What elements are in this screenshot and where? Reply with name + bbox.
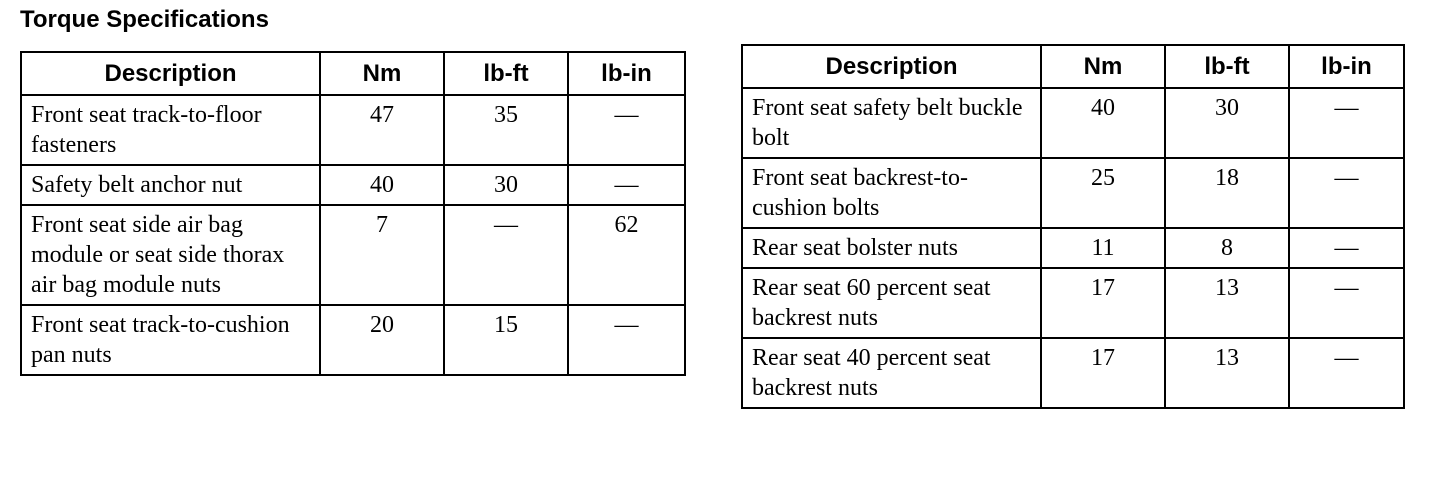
- row-lbft: 15: [444, 305, 568, 375]
- row-lbin: —: [1289, 158, 1404, 228]
- table-row: [21, 305, 685, 375]
- row-lbft: 13: [1165, 268, 1289, 338]
- column-header-lbft: lb-ft: [444, 52, 568, 95]
- table-row: [21, 95, 685, 165]
- row-nm: 47: [320, 95, 444, 165]
- row-lbft: 18: [1165, 158, 1289, 228]
- row-lbft: 30: [1165, 88, 1289, 158]
- row-description: Safety belt anchor nut: [21, 165, 320, 205]
- row-nm: 17: [1041, 268, 1165, 338]
- row-nm: 40: [1041, 88, 1165, 158]
- row-nm: 11: [1041, 228, 1165, 268]
- row-lbin: —: [568, 305, 685, 375]
- row-description: Front seat track-to-cushion pan nuts: [21, 305, 320, 375]
- row-lbft: 13: [1165, 338, 1289, 408]
- row-lbin: —: [1289, 268, 1404, 338]
- row-lbin: —: [568, 95, 685, 165]
- table-row: [21, 205, 685, 305]
- row-lbin: —: [1289, 88, 1404, 158]
- row-description: Rear seat 40 percent seat backrest nuts: [742, 338, 1041, 408]
- column-header-nm: Nm: [320, 52, 444, 95]
- row-nm: 25: [1041, 158, 1165, 228]
- row-description: Front seat side air bag module or seat side thorax air bag module nuts: [21, 205, 320, 305]
- row-nm: 20: [320, 305, 444, 375]
- row-nm: 7: [320, 205, 444, 305]
- row-lbin: —: [1289, 338, 1404, 408]
- row-lbft: 8: [1165, 228, 1289, 268]
- row-nm: 17: [1041, 338, 1165, 408]
- table-row: [742, 88, 1404, 158]
- table-header-row: [21, 52, 685, 95]
- row-lbft: —: [444, 205, 568, 305]
- row-lbin: 62: [568, 205, 685, 305]
- row-lbft: 35: [444, 95, 568, 165]
- page-title: Torque Specifications: [20, 6, 269, 33]
- column-header-lbin: lb-in: [1289, 45, 1404, 88]
- table-row: [21, 165, 685, 205]
- row-nm: 40: [320, 165, 444, 205]
- row-description: Front seat track-to-floor fasteners: [21, 95, 320, 165]
- row-description: Front seat backrest-to-cushion bolts: [742, 158, 1041, 228]
- row-lbft: 30: [444, 165, 568, 205]
- row-description: Rear seat bolster nuts: [742, 228, 1041, 268]
- table-row: [742, 228, 1404, 268]
- torque-table-right: [741, 44, 1405, 409]
- table-header-row: [742, 45, 1404, 88]
- torque-table-left: [20, 51, 686, 376]
- column-header-lbin: lb-in: [568, 52, 685, 95]
- row-lbin: —: [1289, 228, 1404, 268]
- table-row: [742, 158, 1404, 228]
- row-description: Front seat safety belt buckle bolt: [742, 88, 1041, 158]
- column-header-description: Description: [21, 52, 320, 95]
- column-header-description: Description: [742, 45, 1041, 88]
- column-header-nm: Nm: [1041, 45, 1165, 88]
- row-description: Rear seat 60 percent seat backrest nuts: [742, 268, 1041, 338]
- row-lbin: —: [568, 165, 685, 205]
- table-row: [742, 338, 1404, 408]
- table-row: [742, 268, 1404, 338]
- column-header-lbft: lb-ft: [1165, 45, 1289, 88]
